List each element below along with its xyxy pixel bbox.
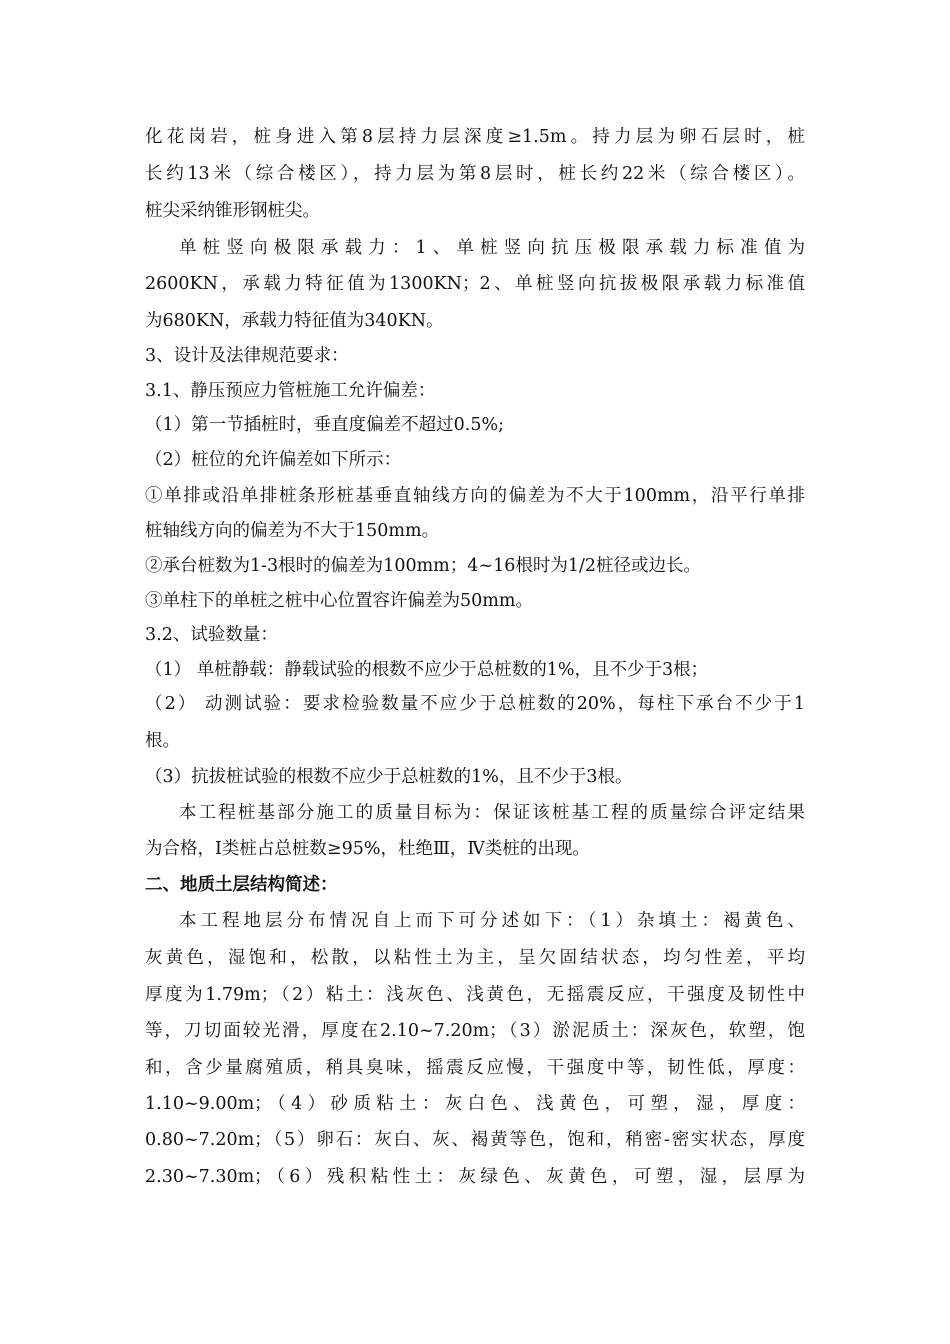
text-line: 为合格，Ⅰ类桩占总桩数≥95%，杜绝Ⅲ，Ⅳ类桩的出现。: [145, 839, 590, 859]
list-item: （3）抗拔桩试验的根数不应少于总桩数的1%，且不少于3根。: [145, 767, 633, 787]
section-heading: 二、地质土层结构简述：: [145, 875, 338, 895]
text-line: 1.10~9.00m；（4）砂质粘土：灰白色、浅黄色，可塑，湿，厚度：: [145, 1094, 805, 1114]
list-item: ①单排或沿单排桩条形桩基垂直轴线方向的偏差为不大于100mm，沿平行单排: [145, 486, 805, 506]
text-line: 桩尖采纳锥形钢桩尖。: [145, 201, 320, 221]
text-line: 单桩竖向极限承载力：1、单桩竖向抗压极限承载力标准值为: [179, 238, 805, 258]
text-line: 灰黄色，湿饱和，松散，以粘性土为主，呈欠固结状态，均匀性差，平均: [145, 948, 805, 968]
text-line: 桩轴线方向的偏差为不大于150mm。: [145, 521, 440, 541]
section-heading: 3、设计及法律规范要求：: [145, 346, 349, 366]
text-line: 本工程地层分布情况自上而下可分述如下：（1）杂填土：褐黄色、: [179, 911, 805, 931]
list-item: ③单柱下的单桩之桩中心位置容许偏差为50mm。: [145, 591, 533, 611]
text-line: 根。: [145, 731, 180, 751]
list-item: ②承台桩数为1-3根时的偏差为100mm；4~16根时为1/2桩径或边长。: [145, 556, 701, 576]
list-item: （1）第一节插桩时，垂直度偏差不超过0.5%;: [145, 415, 504, 435]
text-line: 为680KN，承载力特征值为340KN。: [145, 311, 444, 331]
subsection-heading: 3.1、静压预应力管桩施工允许偏差：: [145, 381, 436, 401]
text-line: 厚度为1.79m；（2）粘土：浅灰色、浅黄色，无摇震反应，干强度及韧性中: [145, 985, 805, 1005]
text-line: 等，刀切面较光滑，厚度在2.10~7.20m；（3）淤泥质土：深灰色，软塑，饱: [145, 1021, 805, 1041]
text-line: 和，含少量腐殖质，稍具臭味，摇震反应慢，干强度中等，韧性低，厚度：: [145, 1058, 805, 1078]
list-item: （2） 动测试验：要求检验数量不应少于总桩数的20%，每柱下承台不少于1: [145, 694, 805, 714]
list-item: （1） 单桩静载：静载试验的根数不应少于总桩数的1%，且不少于3根；: [145, 660, 709, 680]
subsection-heading: 3.2、试验数量：: [145, 625, 278, 645]
text-line: 2600KN，承载力特征值为1300KN；2、单桩竖向抗拔极限承载力标准值: [145, 274, 805, 294]
text-line: 长约13米（综合楼区），持力层为第8层时，桩长约22米（综合楼区）。: [145, 164, 805, 184]
list-item: （2）桩位的允许偏差如下所示：: [145, 450, 402, 470]
text-line: 本工程桩基部分施工的质量目标为：保证该桩基工程的质量综合评定结果: [179, 803, 805, 823]
text-line: 0.80~7.20m；（5）卵石：灰白、灰、褐黄等色，饱和，稍密-密实状态，厚度: [145, 1130, 805, 1150]
text-line: 化花岗岩，桩身进入第8层持力层深度≥1.5m。持力层为卵石层时，桩: [145, 127, 805, 147]
text-line: 2.30~7.30m；（6）残积粘性土：灰绿色、灰黄色，可塑，湿，层厚为: [145, 1167, 805, 1187]
